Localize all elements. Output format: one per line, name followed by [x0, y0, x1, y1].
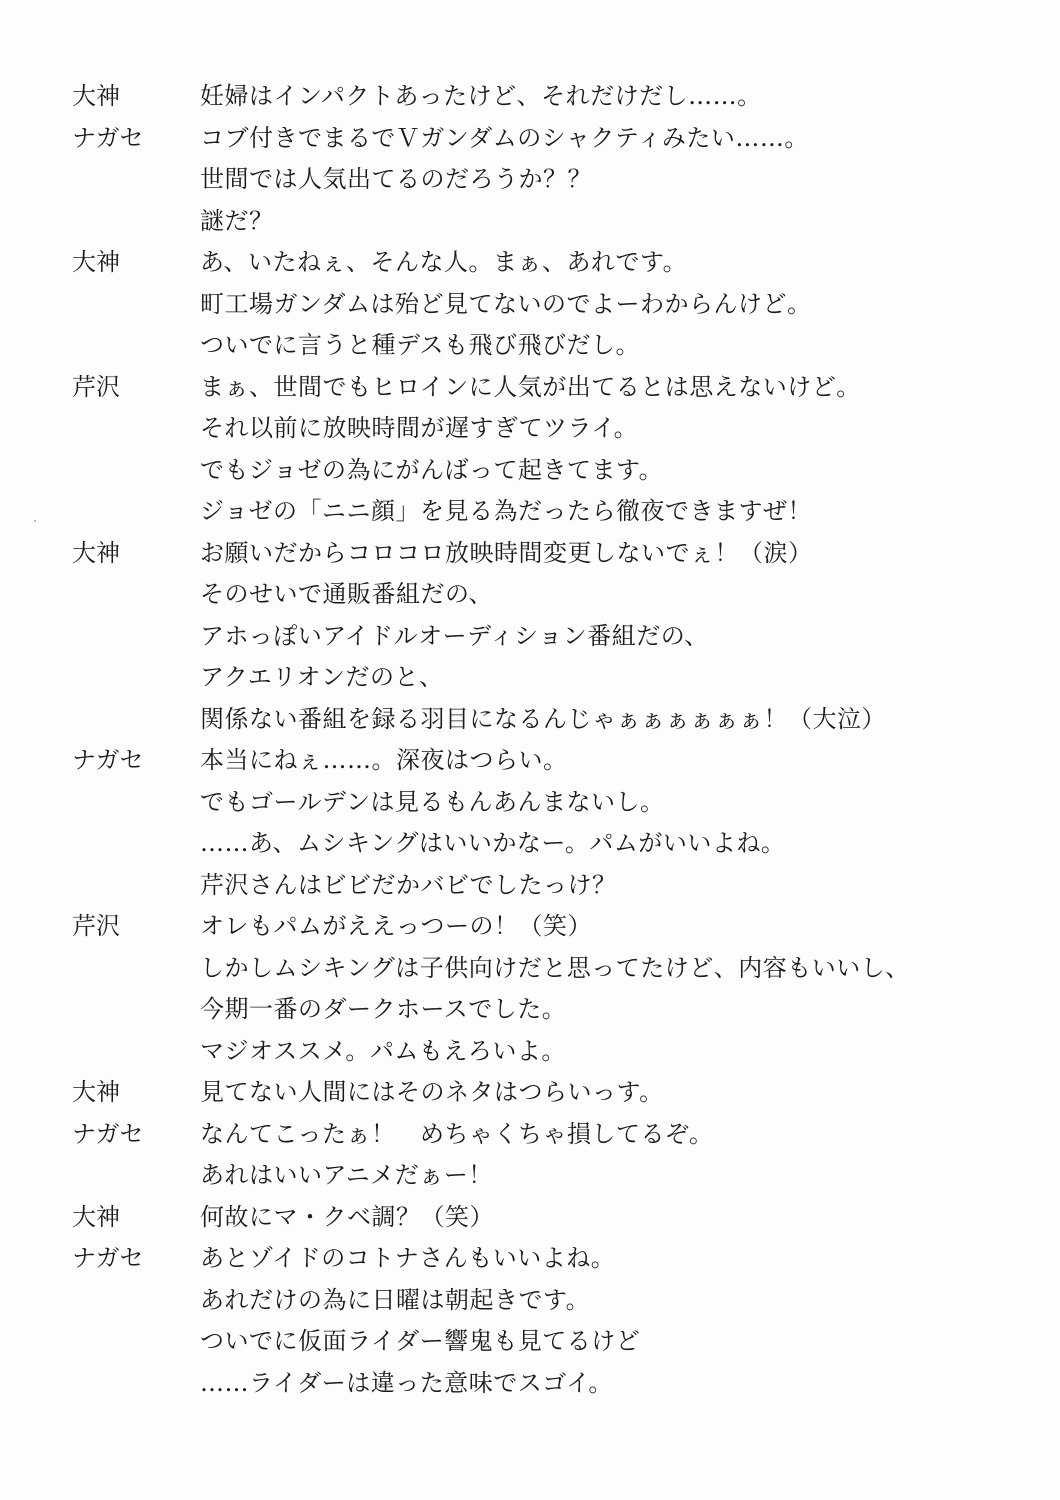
dialogue-block [72, 76, 1032, 118]
speaker-name: 大神 [72, 248, 120, 276]
dialogue-block [72, 367, 1032, 533]
dialogue-lines [200, 76, 1032, 118]
dialogue-line: まぁ、世間でもヒロインに人気が出てるとは思えないけど。 [200, 372, 861, 401]
dialogue-line: お願いだからコロコロ放映時間変更しないでぇ！（涙） [200, 538, 813, 567]
dialogue-block [72, 533, 1032, 741]
dialogue-line: しかしムシキングは子供向けだと思ってたけど、内容もいいし、 [200, 953, 910, 982]
speaker-name: 芹沢 [72, 372, 120, 401]
dialogue-lines [200, 906, 1032, 1072]
dialogue-line: コブ付きでまるでＶガンダムのシャクティみたい……。 [200, 123, 809, 152]
dialogue-line: でもゴールデンは見るもんあんまないし。 [200, 787, 665, 816]
dialogue-line: でもジョゼの為にがんばって起きてます。 [200, 455, 664, 484]
speaker-name: ナガセ [72, 746, 144, 774]
margin-mark [34, 520, 36, 522]
dialogue-lines [200, 242, 1032, 367]
dialogue-block [72, 740, 1032, 906]
dialogue-block [72, 1197, 1032, 1239]
dialogue-line: それ以前に放映時間が遅すぎてツライ。 [200, 414, 639, 442]
dialogue-line: マジオススメ。パムもえろいよ。 [200, 1036, 566, 1065]
dialogue-line: なんてこったぁ！ めちゃくちゃ損してるぞ。 [200, 1119, 714, 1148]
dialogue-line: ついでに言うと種デスも飛び飛びだし。 [200, 331, 641, 359]
dialogue-lines [200, 1072, 1032, 1114]
dialogue-line: 謎だ？ [200, 206, 274, 235]
dialogue-line: あれだけの為に日曜は朝起きです。 [200, 1285, 591, 1314]
dialogue-line: あ、いたねぇ、そんな人。まぁ、あれです。 [200, 248, 688, 276]
dialogue-lines [200, 1238, 1032, 1404]
dialogue-line: そのせいで通販番組だの、 [200, 580, 494, 608]
dialogue-lines [200, 533, 1032, 741]
speaker-name: 大神 [72, 1202, 120, 1231]
speaker-name: 大神 [72, 82, 120, 110]
dialogue-line: 本当にねぇ……。深夜はつらい。 [200, 746, 568, 774]
dialogue-line: 妊婦はインパクトあったけど、それだけだし……。 [200, 82, 762, 110]
dialogue-transcript [72, 76, 1032, 1404]
dialogue-block [72, 1114, 1032, 1197]
dialogue-line: あとゾイドのコトナさんもいいよね。 [200, 1244, 616, 1272]
dialogue-block [72, 1072, 1032, 1114]
dialogue-block [72, 906, 1032, 1072]
dialogue-lines [200, 367, 1032, 533]
dialogue-line: ……ライダーは違った意味でスゴイ。 [200, 1368, 613, 1397]
dialogue-line: ジョゼの「ニニ顔」を見る為だったら徹夜できますぜ！ [200, 497, 813, 525]
dialogue-line: アホっぽいアイドルオーディション番組だの、 [200, 621, 709, 650]
dialogue-lines [200, 118, 1032, 243]
dialogue-lines [200, 740, 1032, 906]
dialogue-lines [200, 1197, 1032, 1239]
speaker-name: ナガセ [72, 1119, 144, 1148]
speaker-name: ナガセ [72, 123, 144, 152]
dialogue-block [72, 1238, 1032, 1404]
dialogue-lines [200, 1114, 1032, 1197]
dialogue-line: 今期一番のダークホースでした。 [200, 995, 567, 1023]
speaker-name: 大神 [72, 1078, 120, 1106]
speaker-name: ナガセ [72, 1244, 144, 1272]
speaker-name: 大神 [72, 538, 120, 567]
dialogue-line: 見てない人間にはそのネタはつらいっす。 [200, 1078, 664, 1106]
dialogue-line: ……あ、ムシキングはいいかなー。パムがいいよね。 [200, 829, 786, 857]
dialogue-line: 世間では人気出てるのだろうか？？ [200, 165, 592, 193]
dialogue-line: オレもパムがええっつーの！（笑） [200, 912, 592, 940]
speaker-name: 芹沢 [72, 912, 120, 940]
dialogue-line: 何故にマ・クベ調？（笑） [200, 1202, 494, 1231]
dialogue-line: ついでに仮面ライダー響鬼も見てるけど [200, 1327, 641, 1355]
dialogue-line: 町工場ガンダムは殆ど見てないのでよーわからんけど。 [200, 289, 812, 318]
dialogue-line: 芹沢さんはビビだかバビでしたっけ？ [200, 870, 617, 899]
dialogue-block [72, 118, 1032, 243]
dialogue-line: あれはいいアニメだぁー！ [200, 1161, 493, 1189]
dialogue-block [72, 242, 1032, 367]
dialogue-line: 関係ない番組を録る羽目になるんじゃぁぁぁぁぁぁ！（大泣） [200, 704, 886, 733]
dialogue-line: アクエリオンだのと、 [200, 663, 444, 691]
